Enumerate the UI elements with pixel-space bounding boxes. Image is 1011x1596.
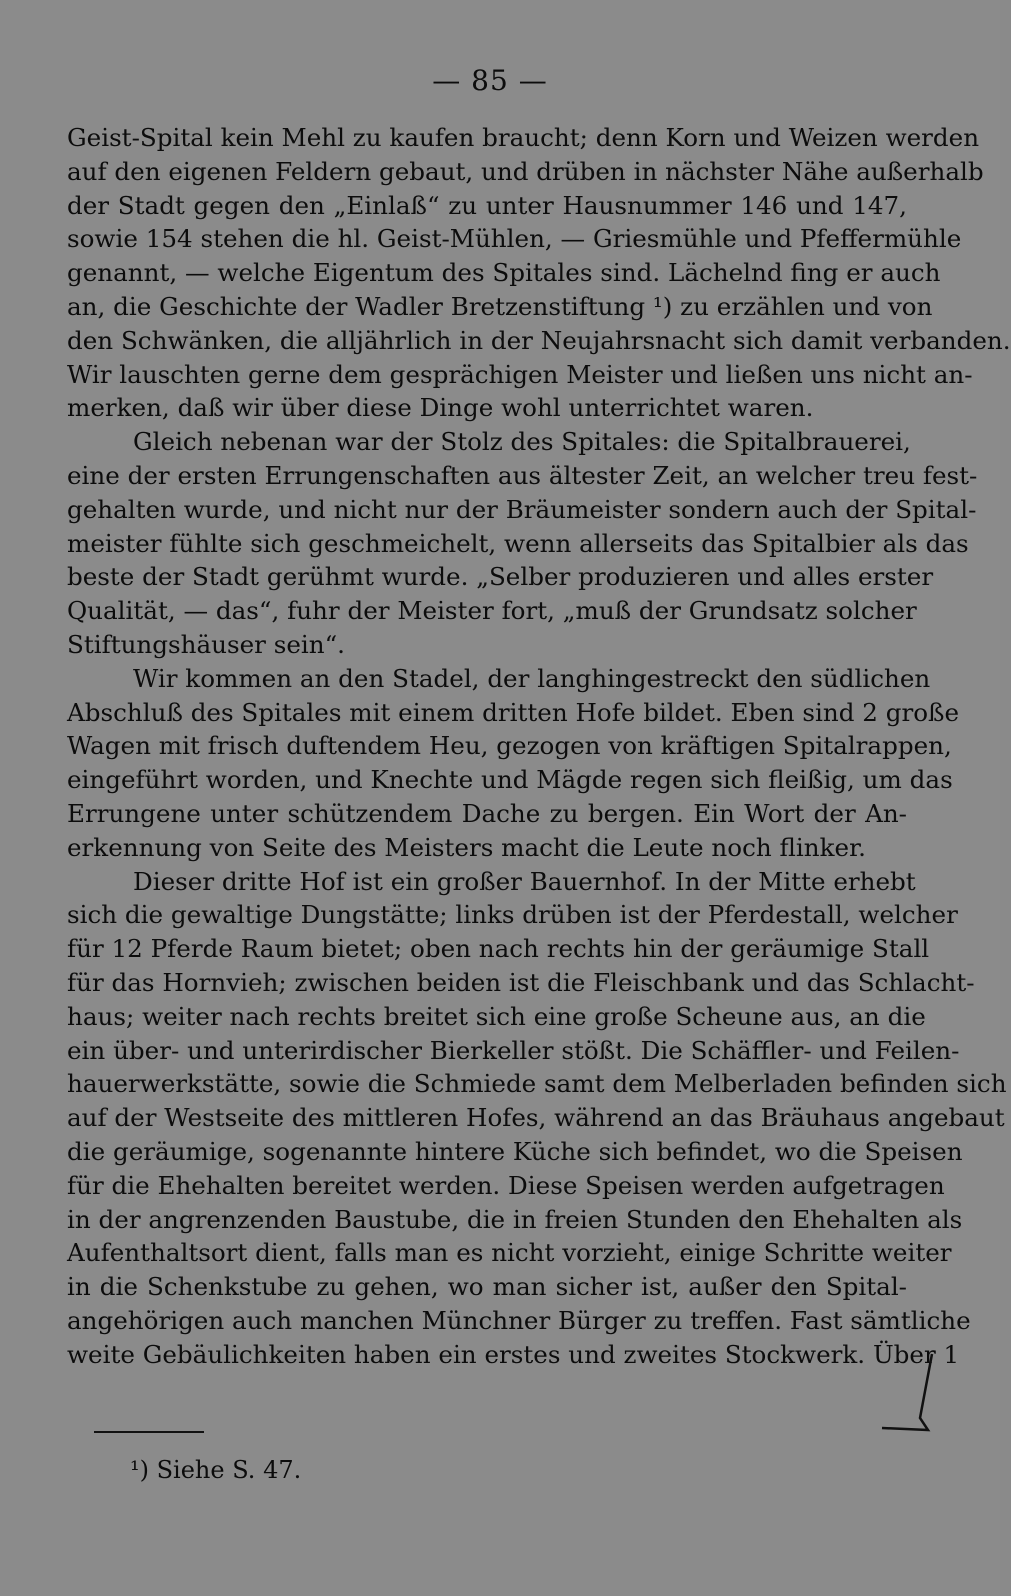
- text-line: für das Hornvieh; zwischen beiden ist die Fleischbank und das Schlacht-: [67, 967, 975, 997]
- text-line: Abschluß des Spitales mit einem dritten Hofe bildet. Eben sind 2 große: [67, 697, 960, 727]
- text-line: für 12 Pferde Raum bietet; oben nach rechts hin der geräumige Stall: [67, 934, 930, 964]
- text-line: der Stadt gegen den „Einlaß“ zu unter Hausnummer 146 und 147,: [67, 190, 907, 220]
- footnote: ¹) Siehe S. 47.: [130, 1456, 302, 1484]
- text-line: ein über- und unterirdischer Bierkeller stößt. Die Schäffler- und Feilen-: [67, 1035, 960, 1065]
- text-line: Qualität, — das“, fuhr der Meister fort, „muß der Grundsatz solcher: [67, 596, 917, 626]
- text-line: eine der ersten Errungenschaften aus ältester Zeit, an welcher treu fest-: [67, 460, 978, 490]
- text-line: beste der Stadt gerühmt wurde. „Selber produzieren und alles erster: [67, 562, 934, 592]
- footnote-divider: [94, 1431, 204, 1433]
- text-line: an, die Geschichte der Wadler Bretzenstiftung ¹) zu erzählen und von: [67, 291, 933, 321]
- text-line: erkennung von Seite des Meisters macht die Leute noch flinker.: [67, 832, 866, 862]
- text-line: hauerwerkstätte, sowie die Schmiede samt dem Melberladen befinden sich: [67, 1069, 1007, 1099]
- text-line: Gleich nebenan war der Stolz des Spitales: die Spitalbrauerei,: [133, 427, 911, 457]
- text-line: sich die gewaltige Dungstätte; links drüben ist der Pferdestall, welcher: [67, 900, 958, 930]
- text-line: die geräumige, sogenannte hintere Küche sich befindet, wo die Speisen: [67, 1136, 963, 1166]
- text-line: auf der Westseite des mittleren Hofes, während an das Bräuhaus angebaut: [67, 1103, 1005, 1133]
- text-line: eingeführt worden, und Knechte und Mägde regen sich fleißig, um das: [67, 765, 953, 795]
- text-line: Dieser dritte Hof ist ein großer Bauernhof. In der Mitte erhebt: [133, 866, 916, 896]
- text-line: den Schwänken, die alljährlich in der Neujahrsnacht sich damit verbanden.: [67, 325, 1011, 355]
- text-line: in der angrenzenden Baustube, die in freien Stunden den Ehehalten als: [67, 1204, 963, 1234]
- page-number: — 85 —: [432, 64, 548, 97]
- text-line: in die Schenkstube zu gehen, wo man sicher ist, außer den Spital-: [67, 1272, 907, 1302]
- text-line: Stiftungshäuser sein“.: [67, 629, 345, 659]
- text-line: sowie 154 stehen die hl. Geist-Mühlen, — Griesmühle und Pfeffermühle: [67, 224, 962, 254]
- text-line: Aufenthaltsort dient, falls man es nicht vorzieht, einige Schritte weiter: [67, 1238, 952, 1268]
- margin-bracket-mark: [880, 1352, 936, 1432]
- text-line: auf den eigenen Feldern gebaut, und drüben in nächster Nähe außerhalb: [67, 156, 984, 186]
- text-line: Geist-Spital kein Mehl zu kaufen braucht; denn Korn und Weizen werden: [67, 123, 980, 152]
- text-line: angehörigen auch manchen Münchner Bürger zu treffen. Fast sämtliche: [67, 1305, 971, 1335]
- text-line: weite Gebäulichkeiten haben ein erstes und zweites Stockwerk. Über 1: [67, 1339, 960, 1369]
- text-line: Wir lauschten gerne dem gesprächigen Meister und ließen uns nicht an-: [67, 359, 973, 389]
- text-line: Wir kommen an den Stadel, der langhingestreckt den südlichen: [133, 663, 931, 693]
- text-line: haus; weiter nach rechts breitet sich eine große Scheune aus, an die: [67, 1001, 926, 1031]
- text-line: merken, daß wir über diese Dinge wohl unterrichtet waren.: [67, 393, 814, 423]
- text-line: meister fühlte sich geschmeichelt, wenn allerseits das Spitalbier als das: [67, 528, 969, 558]
- text-line: gehalten wurde, und nicht nur der Bräumeister sondern auch der Spital-: [67, 494, 977, 524]
- text-line: Wagen mit frisch duftendem Heu, gezogen von kräftigen Spitalrappen,: [67, 731, 952, 761]
- text-line: genannt, — welche Eigentum des Spitales sind. Lächelnd fing er auch: [67, 258, 941, 288]
- text-line: für die Ehehalten bereitet werden. Diese Speisen werden aufgetragen: [67, 1170, 945, 1200]
- body-text: [67, 121, 1011, 1371]
- text-line: Errungene unter schützendem Dache zu bergen. Ein Wort der An-: [67, 798, 907, 828]
